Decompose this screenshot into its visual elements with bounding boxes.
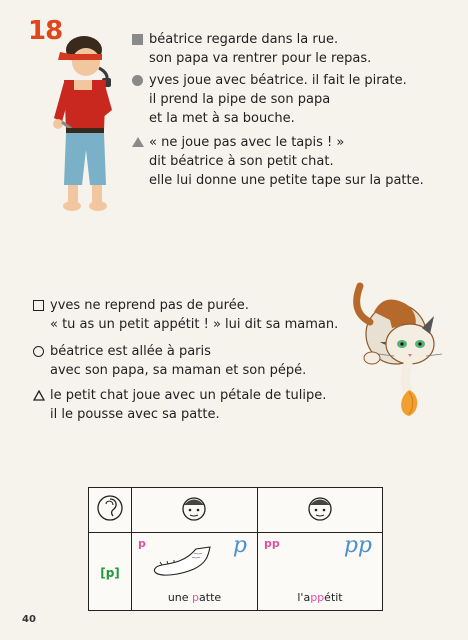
paragraph-square-filled [149, 30, 371, 68]
face-icon [258, 488, 382, 528]
word-part: l'a [297, 591, 311, 604]
open-triangle-icon [33, 390, 45, 401]
sound-cell [89, 533, 132, 611]
face-header-cell-1 [132, 488, 258, 533]
word-part: une [167, 591, 193, 604]
grapheme-cell-pp [258, 533, 383, 611]
paragraph-circle-open [50, 342, 306, 380]
text-line: yves ne reprend pas de purée. [50, 298, 249, 313]
text-line: « ne joue pas avec le tapis ! » [149, 135, 345, 150]
word-highlight: pp [310, 591, 325, 604]
text-line: « tu as un petit appétit ! » lui dit sa maman. [50, 317, 339, 332]
phonics-table [88, 487, 383, 611]
paragraph-triangle-open [50, 386, 326, 424]
word-part: étit [324, 591, 343, 604]
ear-icon [89, 488, 131, 528]
paragraph-circle-filled [149, 71, 407, 128]
tulip-petal-icon [396, 388, 422, 418]
filled-square-icon [132, 34, 143, 45]
face-header-cell-2 [258, 488, 383, 533]
text-line: le petit chat joue avec un pétale de tulipe. [50, 388, 327, 403]
text-line: yves joue avec béatrice. il fait le pirate. [149, 73, 407, 88]
filled-circle-icon [132, 75, 143, 86]
text-line: avec son papa, sa maman et son pépé. [50, 363, 307, 378]
open-circle-icon [33, 346, 44, 357]
text-line: il le pousse avec sa patte. [50, 407, 220, 422]
text-line: elle lui donne une petite tape sur la patte. [149, 173, 424, 188]
text-line: son papa va rentrer pour le repas. [149, 51, 372, 66]
example-word-patte [132, 591, 257, 604]
text-line: et la met à sa bouche. [149, 111, 295, 126]
face-icon [132, 488, 257, 528]
grapheme-cell-p [132, 533, 258, 611]
grapheme-p: p [138, 537, 146, 550]
paragraph-triangle-filled [149, 133, 424, 190]
text-line: béatrice regarde dans la rue. [149, 32, 339, 47]
script-letter-p: p [232, 533, 247, 558]
paragraph-square-open [50, 296, 338, 334]
ear-header-cell [89, 488, 132, 533]
script-letter-pp: pp [343, 533, 372, 558]
grapheme-pp: pp [264, 537, 280, 550]
text-line: béatrice est allée à paris [50, 344, 211, 359]
example-word-appetit [258, 591, 382, 604]
word-highlight: p [192, 591, 200, 604]
page-number: 40 [22, 614, 36, 625]
filled-triangle-icon [132, 137, 144, 147]
text-line: dit béatrice à son petit chat. [149, 154, 334, 169]
text-line: il prend la pipe de son papa [149, 92, 331, 107]
word-part: atte [199, 591, 222, 604]
sound-label: [p] [100, 566, 120, 580]
foot-icon [150, 543, 220, 583]
pirate-boy-illustration [44, 30, 124, 220]
lesson-number: 18 [28, 16, 63, 46]
open-square-icon [33, 300, 44, 311]
